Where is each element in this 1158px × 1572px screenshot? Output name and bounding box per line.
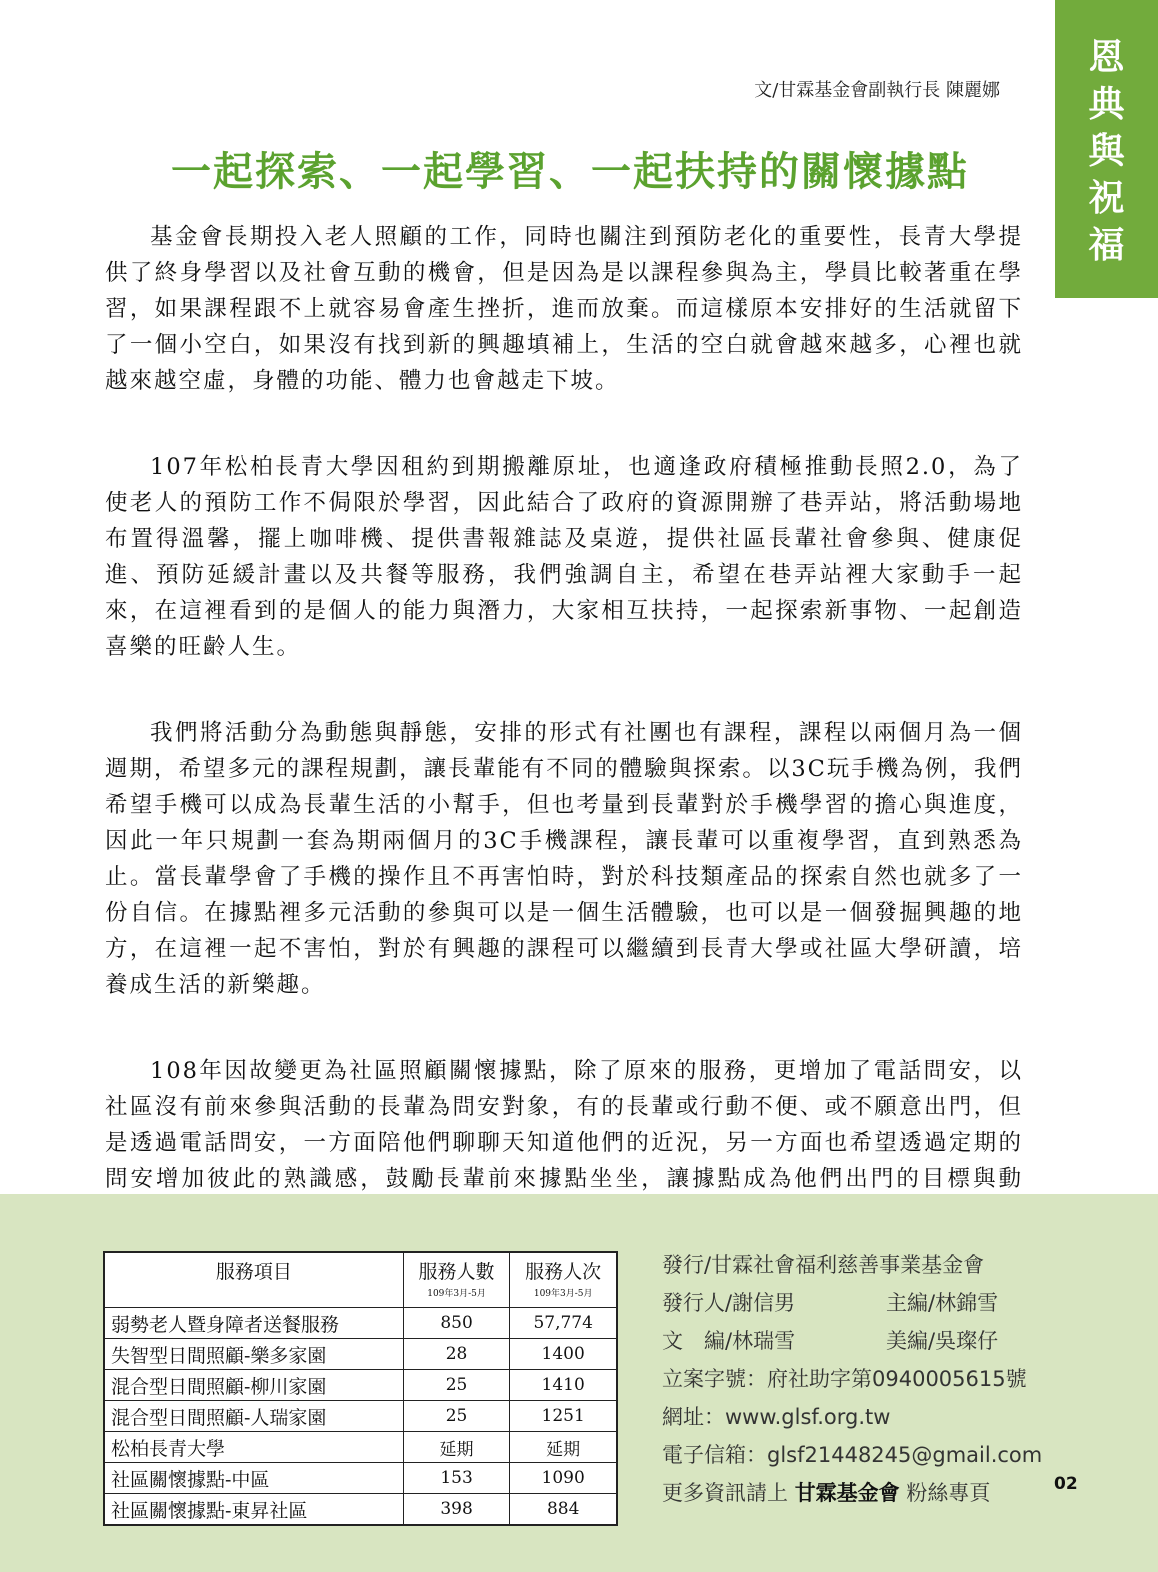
service-name: 弱勢老人暨身障者送餐服務	[104, 1308, 403, 1339]
header-service-item: 服務項目	[104, 1252, 403, 1308]
service-people: 25	[403, 1370, 510, 1401]
section-tab-char: 典	[1088, 84, 1125, 125]
article-body	[105, 219, 1023, 1283]
footer-panel	[0, 1194, 1158, 1572]
section-tab-label	[1055, 34, 1158, 269]
service-people: 153	[403, 1463, 510, 1494]
registration-number: 立案字號：府社助字第0940005615號	[662, 1367, 1027, 1391]
table-row	[104, 1401, 617, 1432]
section-tab-char: 與	[1088, 131, 1125, 172]
header-period: 109年3月-5月	[533, 1289, 593, 1299]
page-number: 02	[1054, 1474, 1078, 1494]
service-people: 28	[403, 1339, 510, 1370]
fan-page-note	[662, 1474, 1082, 1512]
table-row	[104, 1463, 617, 1494]
art-editor: 美編/吳璨仔	[886, 1329, 999, 1353]
header-service-visits	[510, 1252, 617, 1308]
table-row	[104, 1339, 617, 1370]
service-name: 社區關懷據點-中區	[104, 1463, 403, 1494]
service-visits: 1251	[510, 1401, 617, 1432]
publication-info	[662, 1246, 1082, 1512]
service-name: 社區關懷據點-東昇社區	[104, 1494, 403, 1526]
service-visits: 延期	[510, 1432, 617, 1463]
table-row	[104, 1308, 617, 1339]
header-label: 服務人數	[418, 1261, 495, 1283]
table-row	[104, 1370, 617, 1401]
service-visits: 1410	[510, 1370, 617, 1401]
paragraph: 基金會長期投入老人照顧的工作，同時也關注到預防老化的重要性，長青大學提供了終身學習以及社會互動的機會，但是因為是以課程參與為主，學員比較著重在學習，如果課程跟不上就容易會產生挫折，進而放棄。而這樣原本安排好的生活就留下了一個小空白，如果沒有找到新的興趣填補上，生活的空白就會越來越多，心裡也就越來越空虛，身體的功能、體力也會越走下坡。	[105, 224, 1023, 394]
section-tab-char: 福	[1088, 225, 1125, 266]
section-tab	[1055, 0, 1158, 298]
service-visits: 1090	[510, 1463, 617, 1494]
text-editor: 文 編/林瑞雪	[662, 1329, 796, 1353]
byline: 文/甘霖基金會副執行長 陳麗娜	[754, 80, 1000, 101]
paragraph: 我們將活動分為動態與靜態，安排的形式有社團也有課程，課程以兩個月為一個週期，希望多元的課程規劃，讓長輩能有不同的體驗與探索。以3C玩手機為例，我們希望手機可以成為長輩生活的小幫手，但也考量到長輩對於手機學習的擔心與進度，因此一年只規劃一套為期兩個月的3C手機課程，讓長輩可以重複學習，直到熟悉為止。當長輩學會了手機的操作且不再害怕時，對於科技類產品的探索自然也就多了一份自信。在據點裡多元活動的參與可以是一個生活體驗，也可以是一個發掘興趣的地方，在這裡一起不害怕，對於有興趣的課程可以繼續到長青大學或社區大學研讀，培養成生活的新樂趣。	[105, 720, 1023, 998]
table-header-row	[104, 1252, 617, 1308]
table-row	[104, 1432, 617, 1463]
service-people: 延期	[403, 1432, 510, 1463]
article-title: 一起探索、一起學習、一起扶持的關懷據點	[171, 149, 969, 195]
publisher: 發行/甘霖社會福利慈善事業基金會	[662, 1253, 985, 1277]
service-visits: 1400	[510, 1339, 617, 1370]
service-visits: 57,774	[510, 1308, 617, 1339]
table-row	[104, 1494, 617, 1526]
fan-page-suffix: 粉絲專頁	[906, 1481, 991, 1505]
header-service-people	[403, 1252, 510, 1308]
staff-row	[662, 1322, 1082, 1360]
fan-page-prefix: 更多資訊請上	[662, 1481, 788, 1505]
service-name: 松柏長青大學	[104, 1432, 403, 1463]
website[interactable]: 網址：www.glsf.org.tw	[662, 1405, 891, 1429]
fan-page-name[interactable]: 甘霖基金會	[794, 1481, 900, 1505]
service-name: 失智型日間照顧-樂多家園	[104, 1339, 403, 1370]
paragraph: 107年松柏長青大學因租約到期搬離原址，也適逢政府積極推動長照2.0，為了使老人的預防工作不侷限於學習，因此結合了政府的資源開辦了巷弄站，將活動場地布置得溫馨，擺上咖啡機、提供書報雜誌及桌遊，提供社區長輩社會參與、健康促進、預防延緩計畫以及共餐等服務，我們強調自主，希望在巷弄站裡大家動手一起來，在這裡看到的是個人的能力與潛力，大家相互扶持，一起探索新事物、一起創造喜樂的旺齡人生。	[105, 454, 1023, 660]
chief-editor: 主編/林錦雪	[886, 1291, 999, 1315]
service-people: 850	[403, 1308, 510, 1339]
service-name: 混合型日間照顧-柳川家園	[104, 1370, 403, 1401]
issuer: 發行人/謝信男	[662, 1291, 796, 1315]
paragraph: 108年因故變更為社區照顧關懷據點，除了原來的服務，更增加了電話問安，以社區沒有前來參與活動的長輩為問安對象，有的長輩或行動不便、或不願意出門，但是透過電話問安，一方面陪他們聊聊天知道他們的近況，另一方面也希望透過定期的問安增加彼此的熟識感，鼓勵長輩前來據點坐坐，讓據點成為他們出門的目標與動	[105, 1058, 1023, 1192]
header-label: 服務人次	[525, 1261, 602, 1283]
section-tab-char: 恩	[1088, 37, 1125, 78]
section-tab-char: 祝	[1088, 178, 1125, 219]
service-people: 25	[403, 1401, 510, 1432]
service-people: 398	[403, 1494, 510, 1526]
service-table	[103, 1251, 618, 1526]
service-name: 混合型日間照顧-人瑞家園	[104, 1401, 403, 1432]
header-period: 109年3月-5月	[427, 1289, 486, 1299]
staff-row	[662, 1284, 1082, 1322]
email[interactable]: 電子信箱：glsf21448245@gmail.com	[662, 1443, 1043, 1467]
service-visits: 884	[510, 1494, 617, 1526]
